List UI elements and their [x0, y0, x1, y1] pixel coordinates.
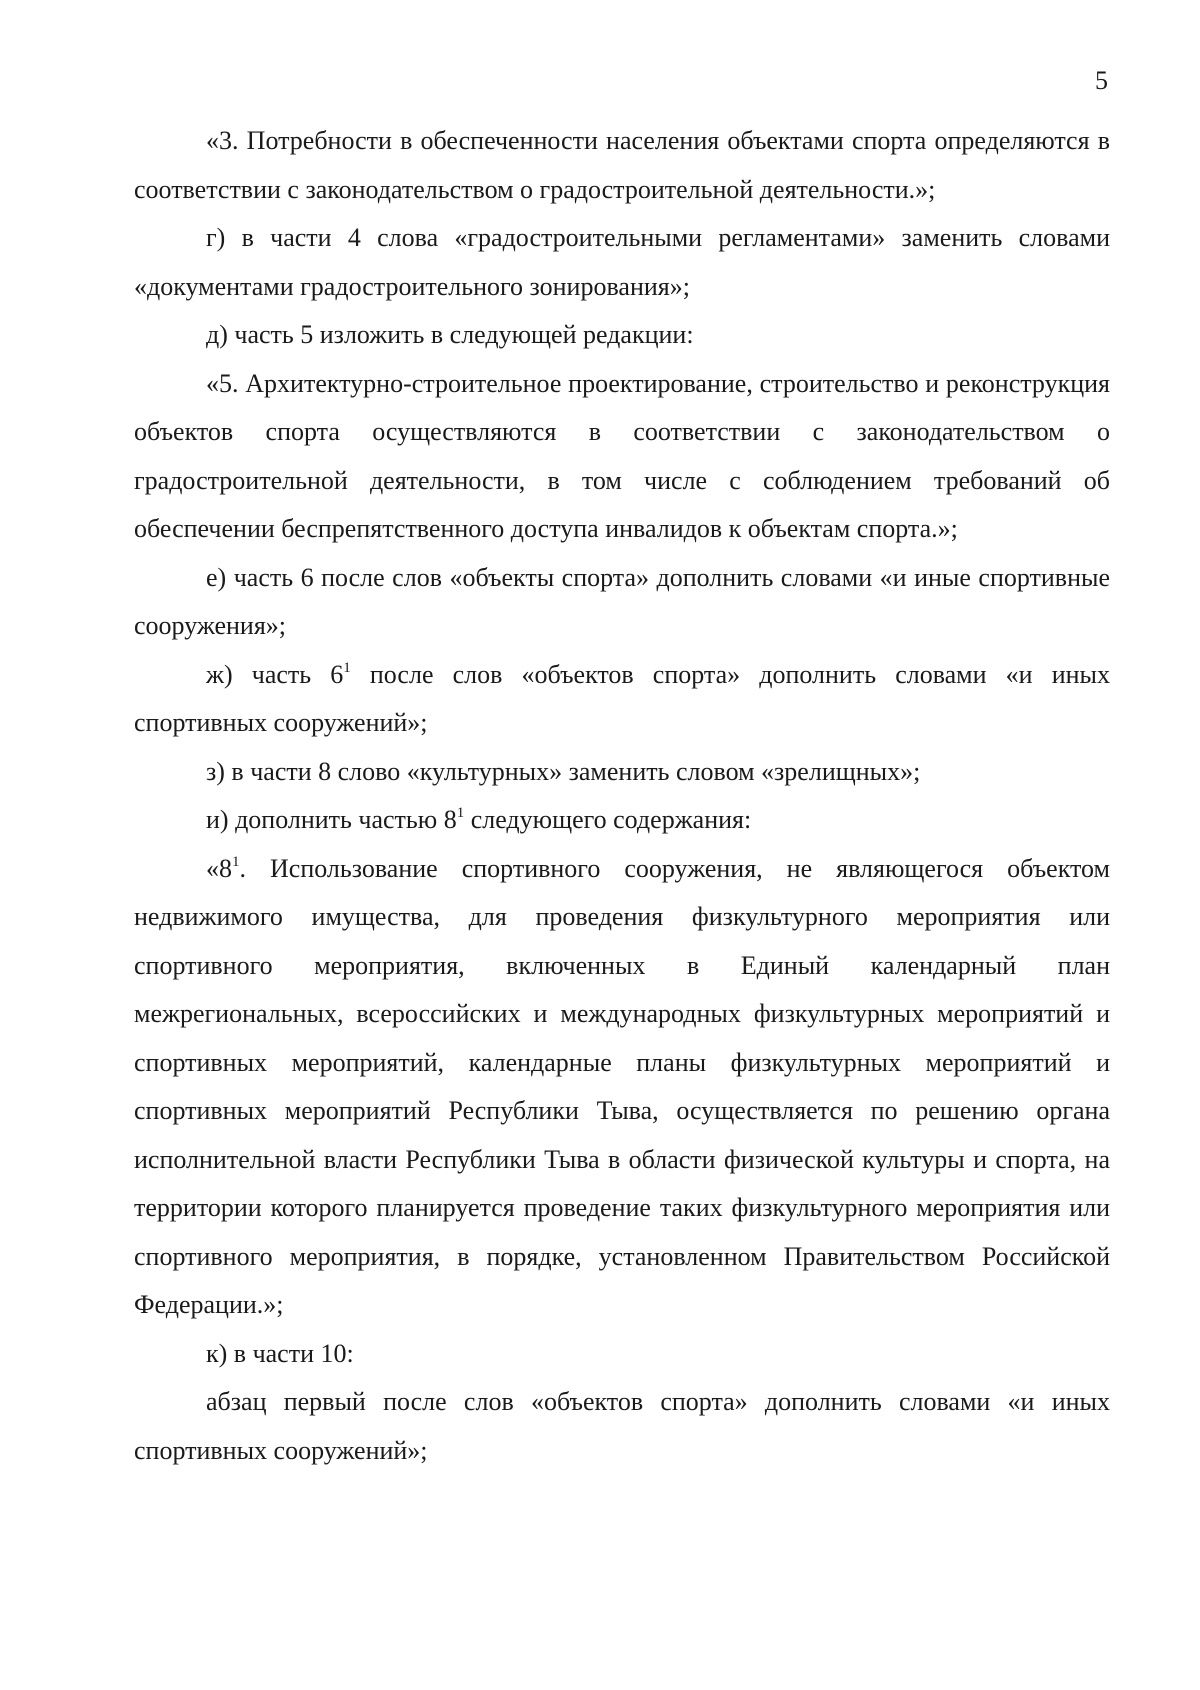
paragraph-text: после слов «объектов спорта» дополнить словами «и иных спортивных сооружений»; [134, 659, 1111, 737]
paragraph-first-abzac: абзац первый после слов «объектов спорта» дополнить словами «и иных спортивных сооружений»; [134, 1387, 1110, 1465]
superscript-index: 1 [343, 659, 351, 676]
document-body [134, 117, 1110, 1475]
paragraph-item-g: г) в части 4 слова «градостроительными регламентами» заменить словами «документами градостроительного зонирования»; [134, 223, 1110, 301]
paragraph-part-3: «3. Потребности в обеспеченности населения объектами спорта определяются в соответствии с законодательством о градостроительной деятельности.»; [134, 126, 1110, 204]
paragraph-text: ж) часть 6 [206, 659, 344, 689]
paragraph-text: следующего содержания: [464, 805, 752, 834]
paragraph-text: «8 [206, 853, 232, 883]
superscript-index: 1 [456, 805, 465, 821]
paragraph-item-i [134, 796, 1110, 845]
paragraph-item-zh [134, 651, 1110, 748]
page-number: 5 [1095, 66, 1108, 95]
paragraph-item-z: з) в части 8 слово «культурных» заменить словом «зрелищных»; [206, 756, 921, 786]
paragraph-part-5: «5. Архитектурно-строительное проектирование, строительство и реконструкция объектов спорта осуществляются в соответствии с законодательством о градостроительной деятельности, в том числе с соблюдением требований об обеспечении беспрепятственного доступа инвалидов к объектам спорта.»; [134, 368, 1110, 543]
paragraph-text: и) дополнить частью 8 [206, 805, 457, 834]
superscript-index: 1 [232, 853, 240, 870]
paragraph-item-k: к) в части 10: [206, 1338, 354, 1368]
paragraph-item-d: д) часть 5 изложить в следующей редакции: [206, 320, 694, 349]
paragraph-part-8-1 [134, 845, 1110, 1330]
paragraph-text: . Использование спортивного сооружения, не являющегося объектом недвижимого имущества, для проведения физкультурного мероприятия или спортивного мероприятия, включенных в Единый календарный план межрегиональных, всероссийских и международных физкультурных мероприятий и спортивных мероприятий, календарные планы физкультурных мероприятий и спортивных мероприятий Республики Тыва, осуществляется по решению органа исполнительной власти Республики Тыва в области физической культуры и спорта, на территории которого планируется проведение таких физкультурного мероприятия или спортивного мероприятия, в порядке, установленном Правительством Российской Федерации.»; [134, 853, 1110, 1319]
paragraph-item-e: е) часть 6 после слов «объекты спорта» дополнить словами «и иные спортивные сооружения»; [134, 562, 1110, 640]
